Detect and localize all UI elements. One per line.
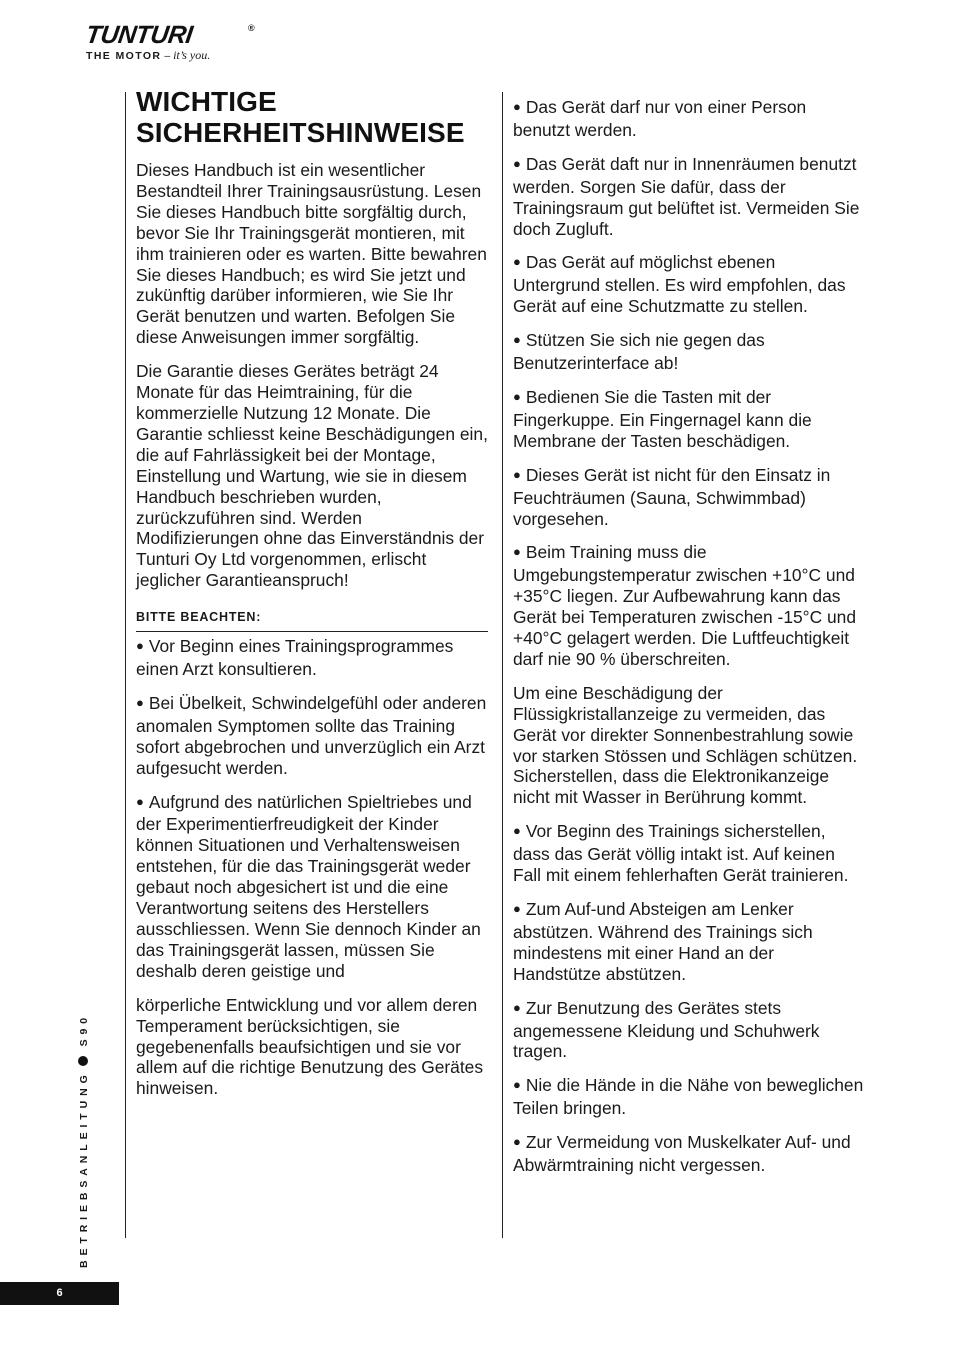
bullet-dot-icon [513,542,526,562]
title-line-2: SICHERHEITSHINWEISE [136,117,465,148]
column-right [513,97,865,1189]
bullet-dot-icon [136,792,149,812]
model-label: S90 [78,1012,90,1047]
left-rule [125,92,126,1238]
bullet-item: ● Das Gerät auf möglichst ebenen Untergrund stellen. Es wird empfohlen, das Gerät auf eine Schutzmatte zu stellen. [513,252,865,317]
bullet-item: ● Zur Benutzung des Gerätes stets angemessene Kleidung und Schuhwerk tragen. [513,998,865,1063]
manual-label: BETRIEBSANLEITUNG [78,1070,90,1268]
page-title [136,86,488,148]
bullet-item: ● Vor Beginn eines Trainingsprogrammes einen Arzt konsultieren. [136,636,488,680]
bullet-item: ● Vor Beginn des Trainings sicherstellen, dass das Gerät völlig intakt ist. Auf keinen Fall mit einem fehlerhaften Gerät trainieren. [513,821,865,886]
plain-paragraph: Um eine Beschädigung der Flüssigkristallanzeige zu vermeiden, das Gerät vor direkter Sonnenbestrahlung sowie vor starken Stössen und Schlägen schützen. Sicherstellen, dass die Elektronikanzeige nicht mit Wasser in Berührung kommt. [513,682,858,808]
bullet-dot-icon [136,693,149,713]
bullet-item: ● Zum Auf-und Absteigen am Lenker abstützen. Während des Trainings sich mindestens mit einer Hand an der Handstütze abstützen. [513,899,865,985]
bullet-dot-icon [513,330,526,350]
bullet-dot-icon [513,1132,526,1152]
bullet-item: ● Stützen Sie sich nie gegen das Benutzerinterface ab! [513,330,865,374]
bullet-item: ● Beim Training muss die Umgebungstemperatur zwischen +10°C und +35°C liegen. Zur Aufbewahrung kann das Gerät bei Temperaturen zwischen -15°C und +40°C gelagert werden. Die Luftfeuchtigkeit darf nie 90 % überschreiten. [513,542,865,669]
bullet-item: ● Aufgrund des natürlichen Spieltriebes und der Experimentierfreudigkeit der Kinder können Situationen und Verhaltensweisen entstehen, für die das Trainingsgerät weder gebaut noch abgesichert ist und die eine Verantwortung seitens des Herstellers ausschliessen. Wenn Sie dennoch Kinder an das Trainingsgerät lassen, müssen Sie deshalb deren geistige und [136,792,488,982]
bullet-item: ● Das Gerät daft nur in Innenräumen benutzt werden. Sorgen Sie dafür, dass der Trainingsraum gut belüftet ist. Vermeiden Sie doch Zugluft. [513,154,865,240]
intro-paragraph: Dieses Handbuch ist ein wesentlicher Bestandteil Ihrer Trainingsausrüstung. Lesen Sie dieses Handbuch bitte sorgfältig durch, bevor Sie Ihr Trainingsgerät montieren, mit ihm trainieren oder es warten. Bitte bewahren Sie dieses Handbuch; es wird Sie jetzt und zukünftig darüber informieren, wie Sie Ihr Gerät benutzen und warten. Befolgen Sie diese Anweisungen immer sorgfältig. [136,160,487,348]
logo-tagline [86,49,210,62]
bullet-item: ● Nie die Hände in die Nähe von beweglichen Teilen bringen. [513,1075,865,1119]
note-heading: BITTE BEACHTEN: [136,609,488,632]
bullet-dot-icon [513,899,526,919]
bullet-dot-icon [136,636,149,656]
tagline-motor: THE MOTOR [86,50,162,62]
bullet-dot-icon [513,998,526,1018]
bullet-dot-icon [513,154,526,174]
bullet-item: ● Das Gerät darf nur von einer Person benutzt werden. [513,97,865,141]
separator-dot-icon [78,1056,88,1066]
title-line-1: WICHTIGE [136,86,277,117]
bullet-dot-icon [513,465,526,485]
side-manual-label [78,1013,90,1268]
bullet-dot-icon [513,97,526,117]
bullet-dot-icon [513,821,526,841]
bullet-item: ● Bedienen Sie die Tasten mit der Fingerkuppe. Ein Fingernagel kann die Membrane der Tasten beschädigen. [513,387,865,452]
column-divider [502,92,503,1238]
logo-wordmark: TUNTURI [84,21,195,49]
bullet-dot-icon [513,1075,526,1095]
column-left [136,86,488,1112]
tagline-you: it’s you. [173,48,211,62]
page-number: 6 [0,1282,119,1305]
continuation-paragraph: körperliche Entwicklung und vor allem deren Temperament berücksichtigen, sie gegebenenfalls beaufsichtigen und sie vor allem auf die richtige Benutzung des Gerätes hinweisen. [136,994,484,1099]
bullet-dot-icon [513,387,526,407]
tunturi-logo [86,22,266,64]
bullet-item: ● Zur Vermeidung von Muskelkater Auf- und Abwärmtraining nicht vergessen. [513,1132,865,1176]
registered-mark: ® [248,23,255,33]
bullet-item: ● Dieses Gerät ist nicht für den Einsatz in Feuchträumen (Sauna, Schwimmbad) vorgesehen. [513,465,865,530]
bullet-item: ● Bei Übelkeit, Schwindelgefühl oder anderen anomalen Symptomen sollte das Training sofort abgebrochen und unverzüglich ein Arzt aufgesucht werden. [136,693,488,779]
warranty-paragraph: Die Garantie dieses Gerätes beträgt 24 Monate für das Heimtraining, für die kommerzielle Nutzung 12 Monate. Die Garantie schliesst keine Beschädigungen ein, die auf Fahrlässigkeit bei der Montage, Einstellung und Wartung, wie sie in diesem Handbuch beschrieben wurden, zurückzuführen sind. Werden Modifizierungen ohne das Einverständnis der Tunturi Oy Ltd vorgenommen, erlischt jeglicher Garantieanspruch! [136,361,488,591]
tagline-dash: – [164,50,171,62]
bullet-dot-icon [513,252,526,272]
